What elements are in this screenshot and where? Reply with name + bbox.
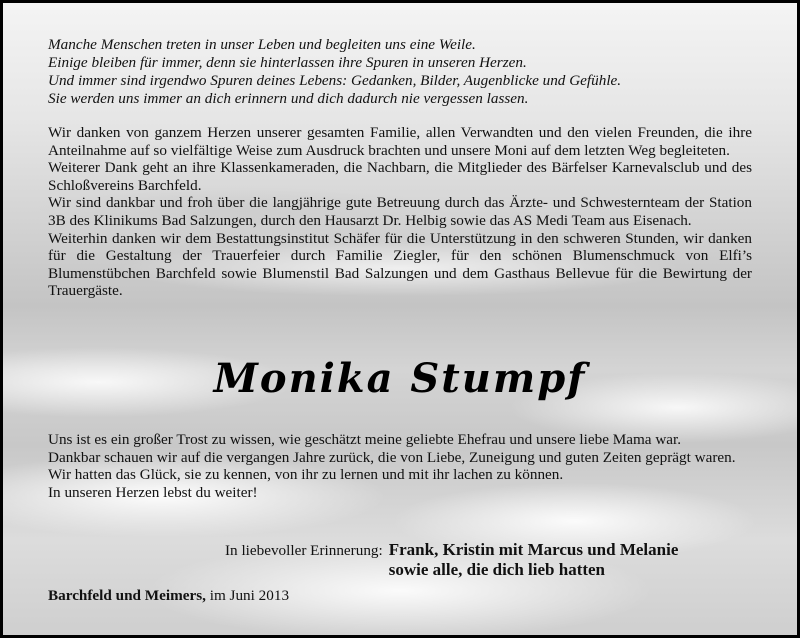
date: im Juni 2013: [209, 587, 290, 604]
upper-text: [48, 36, 752, 300]
place-date: [48, 587, 289, 605]
memory-label: In liebevoller Erinnerung:: [225, 542, 383, 559]
comfort-paragraph: In unseren Herzen lebst du weiter!: [48, 483, 258, 501]
mourners-line: sowie alle, die dich lieb hatten: [388, 560, 606, 579]
poem: [48, 36, 752, 108]
comfort-paragraph: Uns ist es ein großer Trost zu wissen, wie geschätzt meine geliebte Ehefrau und unsere liebe Mama war.: [48, 431, 682, 448]
memory-signature: [225, 540, 678, 580]
deceased-name: Monika Stumpf: [213, 355, 587, 402]
comfort-text: [48, 431, 752, 501]
comfort-paragraph: Dankbar schauen wir auf die vergangen Jahre zurück, die von Liebe, Zuneigung und guten Zeiten geprägt waren.: [48, 448, 736, 466]
poem-line: Und immer sind irgendwo Spuren deines Lebens: Gedanken, Bilder, Augenblicke und Gefühle.: [48, 72, 622, 89]
mourners: [389, 540, 679, 580]
mourners-line: Frank, Kristin mit Marcus und Melanie: [388, 540, 679, 559]
thanks-paragraph: Wir danken von ganzem Herzen unserer gesamten Familie, allen Verwandten und den vielen Freunden, die ihre Anteilnahme auf so vielfältige Weise zum Ausdruck brachten und unsere Moni auf dem letzten Weg begleiteten.: [48, 124, 752, 159]
poem-line: Einige bleiben für immer, denn sie hinterlassen ihre Spuren in unseren Herzen.: [48, 54, 527, 71]
thanks-paragraph: Weiterhin danken wir dem Bestattungsinstitut Schäfer für die Unterstützung in den schweren Stunden, wir danken für die Gestaltung der Trauerfeier durch Familie Ziegler, für den schönen Blumenschmuck von Elfi’s Blumenstübchen Barchfeld sowie Blumenstil Bad Salzungen und dem Gasthaus Bellevue für die Bewirtung der Trauergäste.: [48, 229, 752, 300]
comfort-paragraph: Wir hatten das Glück, sie zu kennen, von ihr zu lernen und mit ihr lachen zu können.: [48, 466, 564, 484]
thanks-paragraph: Weiterer Dank geht an ihre Klassenkameraden, die Nachbarn, die Mitglieder des Bärfelser Karnevalsclub und des Schloßvereins Barchfeld.: [48, 159, 752, 194]
places: Barchfeld und Meimers,: [48, 587, 206, 604]
poem-line: Sie werden uns immer an dich erinnern und dich dadurch nie vergessen lassen.: [48, 90, 529, 107]
thanks-paragraph: Wir sind dankbar und froh über die langjährige gute Betreuung durch das Ärzte- und Schwesternteam der Station 3B des Klinikums Bad Salzungen, durch den Hausarzt Dr. Helbig sowie das AS Medi Team aus Eisenach.: [48, 194, 752, 229]
poem-line: Manche Menschen treten in unser Leben und begleiten uns eine Weile.: [48, 36, 476, 53]
